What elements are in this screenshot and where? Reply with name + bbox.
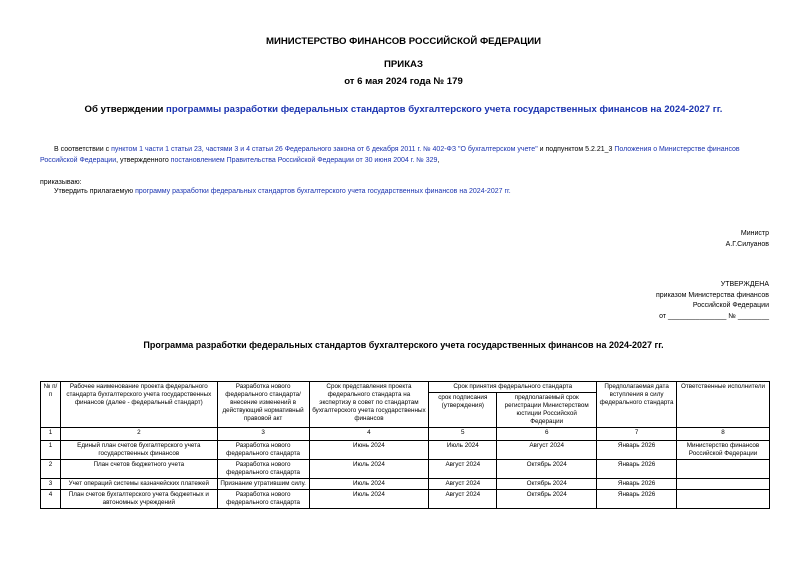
header-accept-sign: срок подписания (утверждения) (429, 393, 497, 428)
header-accept: Срок принятия федерального стандарта (429, 382, 597, 393)
title-program-link[interactable]: программы разработки федеральных стандартов бухгалтерского учета государственных финансов на 2024-2027 гг. (166, 104, 723, 115)
table-row (41, 441, 770, 460)
cell-name: Единый план счетов бухгалтерского учета государственных финансов (60, 441, 217, 460)
header-dev: Разработка нового федерального стандарта/ внесение изменений в действующий нормативный правовой акт (217, 382, 309, 428)
col-number: 3 (217, 428, 309, 441)
header-accept-reg: предполагаемый срок регистрации Министерством юстиции Российской Федерации (497, 393, 597, 428)
p1-text-a: В соответствии с (54, 146, 112, 153)
cell-num: 2 (41, 460, 61, 479)
preamble-paragraph (40, 145, 775, 166)
header-submit: Срок представления проекта федерального стандарта на экспертизу в совет по стандартам бухгалтерского учета государственных финансов (309, 382, 429, 428)
document-date: от 6 мая 2024 года № 179 (344, 76, 463, 87)
cell-resp (677, 479, 770, 490)
col-number: 5 (429, 428, 497, 441)
cell-reg: Октябрь 2024 (497, 479, 597, 490)
document-ministry: МИНИСТЕРСТВО ФИНАНСОВ РОССИЙСКОЙ ФЕДЕРАЦИИ (265, 36, 542, 47)
approval-line-3: Российской Федерации (692, 302, 769, 309)
cell-dev: Разработка нового федерального стандарта (217, 441, 309, 460)
col-number: 4 (309, 428, 429, 441)
cell-submit: Июнь 2024 (309, 441, 429, 460)
cell-num: 4 (41, 490, 61, 509)
p1-text-b: и подпунктом 5.2.21_3 (537, 146, 615, 153)
title-prefix: Об утверждении (84, 104, 167, 115)
col-number: 8 (677, 428, 770, 441)
cell-sign: Август 2024 (429, 479, 497, 490)
program-table (40, 381, 770, 509)
cell-num: 3 (41, 479, 61, 490)
cell-reg: Октябрь 2024 (497, 460, 597, 479)
header-effective: Предполагаемая дата вступления в силу федерального стандарта (597, 382, 677, 428)
header-name: Рабочее наименование проекта федерального стандарта бухгалтерского учета государственных финансов (далее - федеральный стандарт) (60, 382, 217, 428)
approval-line-4: от _______________ № ________ (659, 312, 769, 320)
signature-block (726, 229, 769, 250)
cell-resp (677, 460, 770, 479)
document-title (0, 104, 807, 115)
col-number: 7 (597, 428, 677, 441)
signature-name: А.Г.Силуанов (725, 240, 769, 248)
col-number: 1 (41, 428, 61, 441)
column-numbers-row (41, 428, 770, 441)
table-row (41, 460, 770, 479)
cell-name: План счетов бухгалтерского учета бюджетных и автономных учреждений (60, 490, 217, 509)
cell-sign: Август 2024 (429, 460, 497, 479)
program-link[interactable]: программу разработки федеральных стандартов бухгалтерского учета государственных финансов на 2024-2027 гг. (135, 188, 511, 195)
header-num: № п/п (41, 382, 61, 428)
regulation-link[interactable]: Положения о Министерстве финансов Российской Федерации (40, 146, 740, 164)
table-row (41, 479, 770, 490)
cell-reg: Октябрь 2024 (497, 490, 597, 509)
cell-name: Учет операций системы казначейских платежей (60, 479, 217, 490)
cell-reg: Август 2024 (497, 441, 597, 460)
cell-effective: Январь 2026 (597, 479, 677, 490)
cell-resp (677, 490, 770, 509)
signature-position: Министр (740, 230, 769, 237)
cell-sign: Июль 2024 (429, 441, 497, 460)
order-word: приказываю: (40, 179, 82, 186)
cell-dev: Признание утратившим силу. (217, 479, 309, 490)
program-title: Программа разработки федеральных стандартов бухгалтерского учета государственных финансов на 2024-2027 гг. (143, 340, 664, 350)
col-number: 6 (497, 428, 597, 441)
approval-line-1: УТВЕРЖДЕНА (720, 281, 769, 288)
document-type: ПРИКАЗ (384, 59, 423, 70)
cell-dev: Разработка нового федерального стандарта (217, 460, 309, 479)
cell-dev: Разработка нового федерального стандарта (217, 490, 309, 509)
cell-name: План счетов бюджетного учета (60, 460, 217, 479)
header-resp: Ответственные исполнители (677, 382, 770, 428)
approval-line-2: приказом Министерства финансов (655, 291, 769, 299)
cell-effective: Январь 2026 (597, 441, 677, 460)
p1-text-c: , утвержденного (116, 156, 171, 164)
cell-resp: Министерство финансов Российской Федерации (677, 441, 770, 460)
cell-submit: Июль 2024 (309, 490, 429, 509)
approval-block (656, 280, 769, 322)
cell-submit: Июль 2024 (309, 479, 429, 490)
p1-text-d: , (437, 156, 440, 164)
col-number: 2 (60, 428, 217, 441)
cell-sign: Август 2024 (429, 490, 497, 509)
cell-effective: Январь 2026 (597, 490, 677, 509)
table-row (41, 490, 770, 509)
resolution-link[interactable]: постановлением Правительства Российской Федерации от 30 июня 2004 г. № 329 (170, 156, 438, 164)
p3-text-a: Утвердить прилагаемую (54, 188, 136, 195)
law-link[interactable]: пунктом 1 части 1 статьи 23, частями 3 и 4 статьи 26 Федерального закона от 6 декабря 2011 г. № 402-ФЗ "О бухгалтерском учете" (111, 146, 538, 153)
cell-effective: Январь 2026 (597, 460, 677, 479)
cell-submit: Июль 2024 (309, 460, 429, 479)
cell-num: 1 (41, 441, 61, 460)
approve-paragraph (54, 187, 511, 198)
